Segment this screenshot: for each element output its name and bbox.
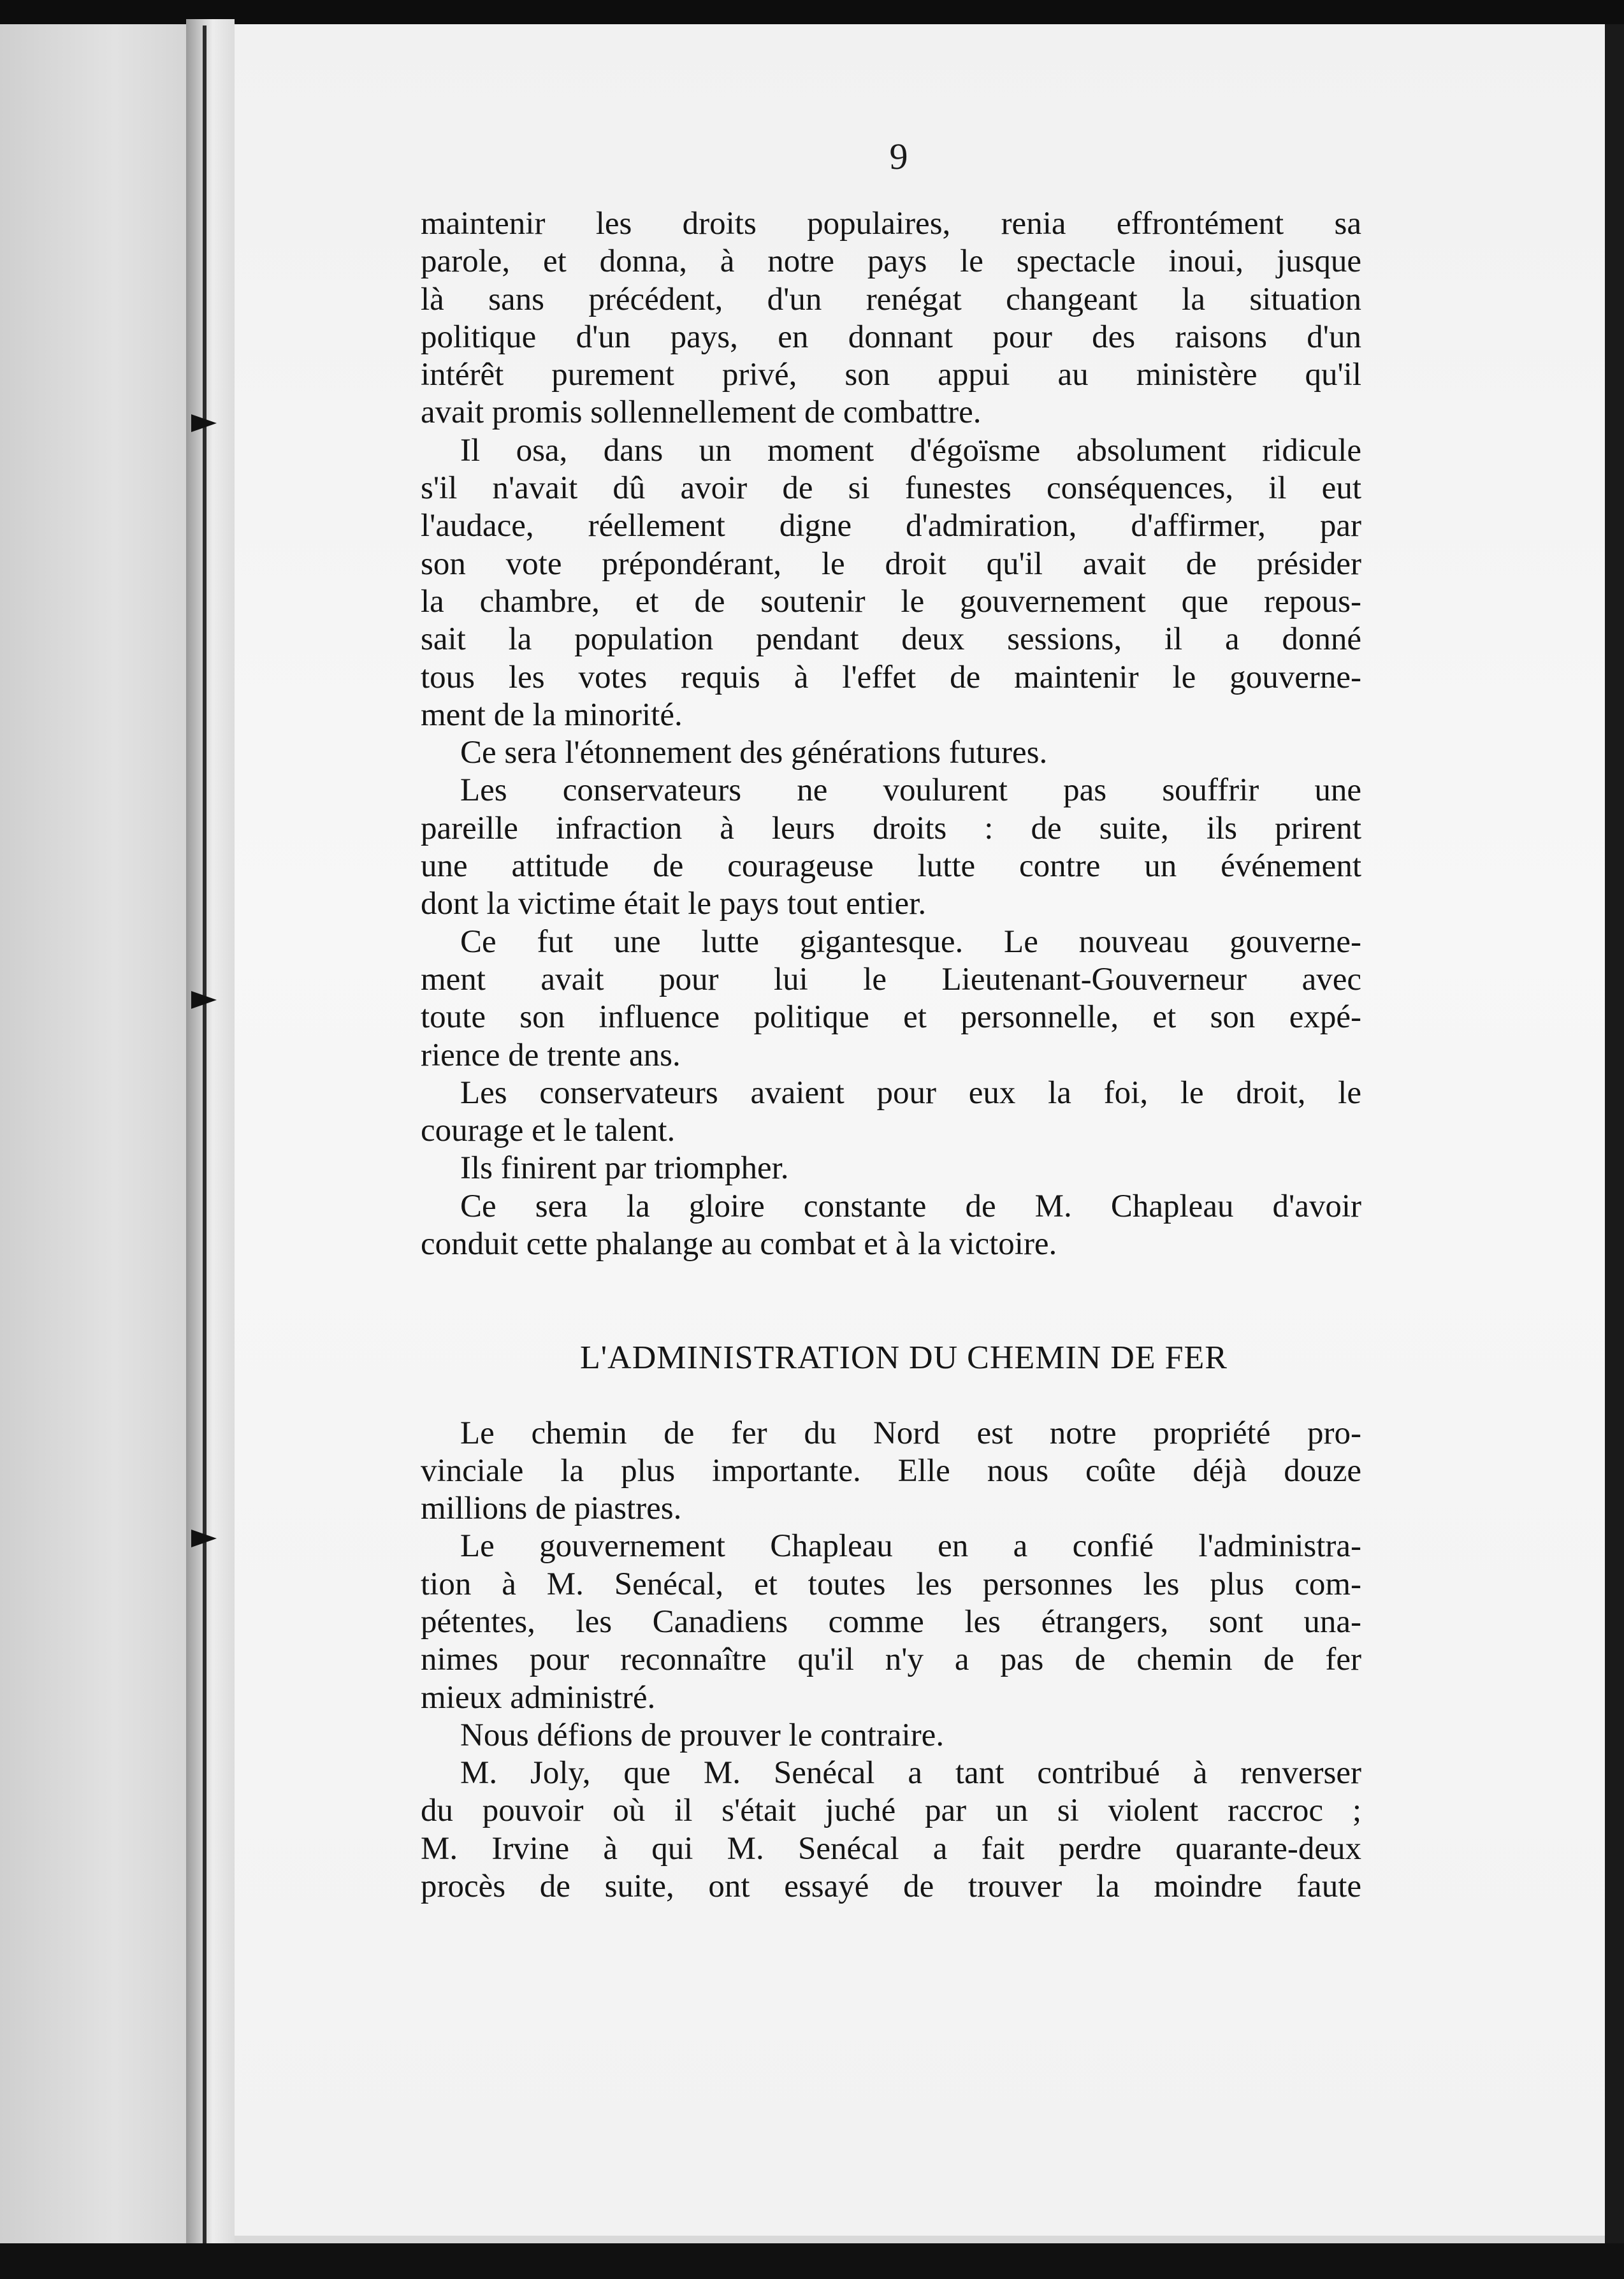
text-line: Ce fut une lutte gigantesque. Le nouveau gouverne- — [460, 923, 1361, 960]
text-line: toute son influence politique et personnelle, et son expé- — [421, 999, 1361, 1036]
text-line: nimes pour reconnaître qu'il n'y a pas de chemin de fer — [421, 1642, 1361, 1678]
text-line: ment avait pour lui le Lieutenant-Gouverneur avec — [421, 961, 1361, 997]
top-scan-border — [0, 0, 1624, 24]
right-scan-border — [1605, 24, 1624, 2255]
text-line: Le chemin de fer du Nord est notre propriété pro- — [460, 1415, 1361, 1451]
text-line: tion à M. Senécal, et toutes les personnes les plus com- — [421, 1566, 1361, 1602]
facing-page-edge — [0, 24, 191, 2248]
text-line: mieux administré. — [421, 1679, 656, 1716]
binding-fold-line — [203, 25, 207, 2243]
text-line: intérêt purement privé, son appui au ministère qu'il — [421, 357, 1361, 393]
text-line: une attitude de courageuse lutte contre un événement — [421, 848, 1361, 885]
text-line: dont la victime était le pays tout entier. — [421, 886, 927, 922]
binding-stitch — [191, 414, 217, 432]
text-line: millions de piastres. — [421, 1491, 682, 1527]
text-line: politique d'un pays, en donnant pour des raisons d'un — [421, 319, 1361, 355]
text-line: maintenir les droits populaires, renia effrontément sa — [421, 206, 1361, 242]
blank-line — [421, 1301, 1361, 1339]
page-number: 9 — [889, 136, 908, 177]
binding-stitch — [191, 991, 217, 1009]
text-line: conduit cette phalange au combat et à la victoire. — [421, 1226, 1057, 1262]
text-line: la chambre, et de soutenir le gouvernement que repous- — [421, 583, 1361, 619]
text-line: l'audace, réellement digne d'admiration, d'affirmer, par — [421, 508, 1361, 544]
blank-line — [421, 1263, 1361, 1301]
text-line: Les conservateurs ne voulurent pas souffrir une — [460, 772, 1361, 809]
text-line: procès de suite, ont essayé de trouver la moindre faute — [421, 1869, 1361, 1905]
text-line: s'il n'avait dû avoir de si funestes conséquences, il eut — [421, 470, 1361, 507]
text-line: Ce sera l'étonnement des générations futures. — [460, 735, 1048, 771]
text-line: ment de la minorité. — [421, 697, 683, 733]
text-line: M. Irvine à qui M. Senécal a fait perdre quarante-deux — [421, 1830, 1361, 1867]
text-line: vinciale la plus importante. Elle nous coûte déjà douze — [421, 1452, 1361, 1489]
text-line: avait promis sollennellement de combattre. — [421, 394, 982, 431]
text-line: Le gouvernement Chapleau en a confié l'administra- — [460, 1528, 1361, 1565]
text-line: tous les votes requis à l'effet de maintenir le gouverne- — [421, 659, 1361, 695]
text-line: pétentes, les Canadiens comme les étrangers, sont una- — [421, 1603, 1361, 1640]
text-line: Il osa, dans un moment d'égoïsme absolument ridicule — [460, 432, 1361, 468]
bottom-scan-border — [0, 2243, 1624, 2279]
text-line: Ils finirent par triompher. — [460, 1150, 789, 1187]
binding-gutter — [186, 19, 235, 2250]
binding-stitch — [191, 1530, 217, 1547]
blank-line — [421, 1377, 1361, 1414]
text-line: sait la population pendant deux sessions, il a donné — [421, 621, 1361, 658]
text-line: Ce sera la gloire constante de M. Chapleau d'avoir — [460, 1188, 1361, 1224]
text-line: son vote prépondérant, le droit qu'il avait de présider — [421, 546, 1361, 582]
body-text — [421, 205, 1361, 1906]
text-line: rience de trente ans. — [421, 1037, 681, 1073]
text-line: pareille infraction à leurs droits : de suite, ils prirent — [421, 810, 1361, 846]
text-line: M. Joly, que M. Senécal a tant contribué à renverser — [460, 1755, 1361, 1791]
text-line: courage et le talent. — [421, 1113, 676, 1149]
section-heading: L'ADMINISTRATION DU CHEMIN DE FER — [580, 1339, 1228, 1376]
text-line: du pouvoir où il s'était juché par un si violent raccroc ; — [421, 1793, 1361, 1829]
text-line: Les conservateurs avaient pour eux la foi, le droit, le — [460, 1074, 1361, 1111]
text-line: là sans précédent, d'un renégat changeant la situation — [421, 281, 1361, 317]
text-line: Nous défions de prouver le contraire. — [460, 1717, 945, 1753]
text-line: parole, et donna, à notre pays le spectacle inoui, jusque — [421, 243, 1361, 280]
